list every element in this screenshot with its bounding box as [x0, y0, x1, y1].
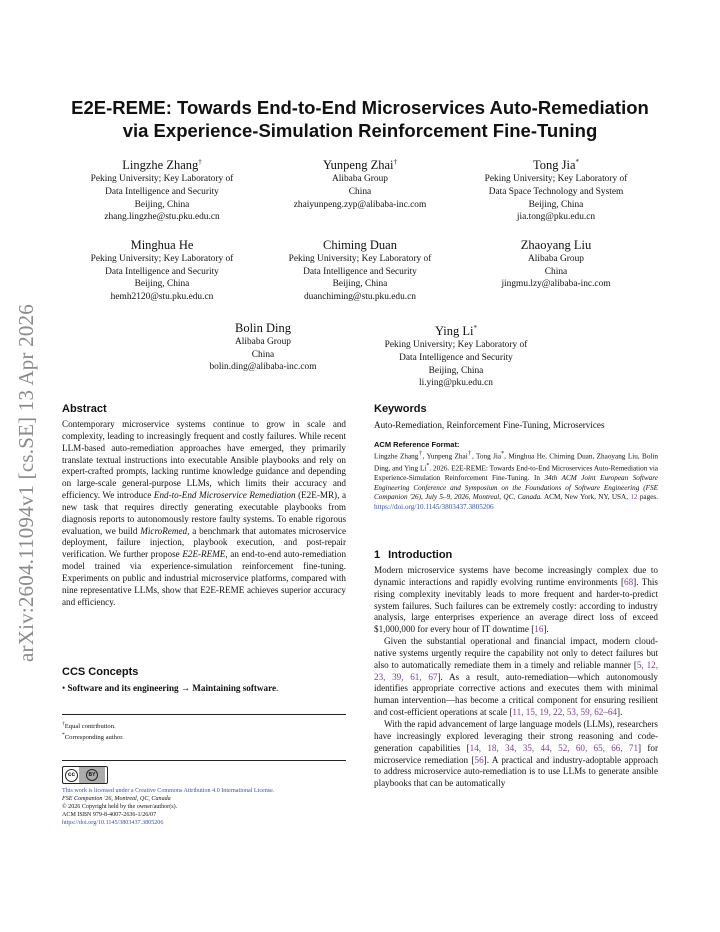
intro-paragraph-3: With the rapid advancement of large language models (LLMs), researchers have increasingly explored leveraging their strong reasoning and code-generation capabilities [14, 18, 34, 35, 44, 52, 60, 65, 66, 71] for microservice remediation [56]. A practical and industry-adoptable approach to address microservice auto-remediation is to use LLMs to generate ansible playbooks that can be automatically: [374, 718, 659, 789]
abstract-heading: Abstract: [62, 403, 107, 415]
keywords-heading: Keywords: [374, 403, 427, 415]
author-name: Minghua He: [130, 238, 194, 252]
email: jingmu.lzy@alibaba-inc.com: [501, 279, 611, 290]
location: China: [544, 266, 568, 277]
affiliation: Alibaba Group: [528, 254, 584, 264]
affiliation: Data Intelligence and Security: [399, 352, 513, 363]
ccs-concepts: • Software and its engineering → Maintaining software.: [62, 683, 279, 693]
conference-line: FSE Companion '26, Montreal, QC, Canada: [62, 796, 171, 803]
location: Beijing, China: [528, 199, 584, 210]
acm-reference: [374, 440, 658, 512]
affiliation: Alibaba Group: [332, 174, 388, 185]
author-name: Bolin Ding: [235, 321, 291, 335]
by-icon: BY: [79, 767, 105, 783]
ccs-heading: CCS Concepts: [62, 666, 139, 678]
acm-reference-heading: ACM Reference Format:: [374, 440, 460, 449]
introduction-heading: 1 Introduction: [374, 549, 453, 561]
title-line-2: via Experience-Simulation Reinforcement Fine-Tuning: [122, 120, 598, 141]
abstract-text: Contemporary microservice systems continue to grow in scale and complexity, leading to increasingly frequent and costly failures. While recent LLM-based auto-remediation approaches have emerged, they primarily translate textual instructions into executable Ansible playbooks and rely on expert-crafted prompts, lacking runtime knowledge guidance and depending on large-scale general-purpose LLMs, which limits their accuracy and efficiency. We introduce End-to-End Microservice Remediation (E2E-MR), a new task that requires directly generating executable playbooks from diagnosis reports to autonomously restore faulty systems. To enable rigorous evaluation, we build MicroRemed, a benchmark that automates microservice deployment, failure injection, playbook execution, and post-repair verification. We further propose E2E-REME, an end-to-end auto-remediation model trained via experience-simulation reinforcement fine-tuning. Experiments on public and industrial microservice platforms, compared with nine representative LLMs, show that E2E-REME achieves superior accuracy and efficiency.: [62, 419, 347, 607]
doi-link[interactable]: https://doi.org/10.1145/3803437.3805206: [62, 820, 164, 827]
author-block: [260, 154, 460, 211]
ccs-section: [62, 665, 346, 695]
author-mark: †: [198, 158, 202, 166]
location: Beijing, China: [134, 199, 190, 210]
affiliation: Data Intelligence and Security: [105, 186, 219, 197]
email: bolin.ding@alibaba-inc.com: [209, 362, 317, 373]
introduction-section: [374, 548, 658, 790]
affiliation: Peking University; Key Laboratory of: [90, 174, 234, 185]
title-line-1: E2E-REME: Towards End-to-End Microservices Auto-Remediation: [71, 97, 649, 118]
arxiv-identifier: arXiv:2604.11094v1 [cs.SE] 13 Apr 2026: [14, 304, 38, 662]
acm-doi-link[interactable]: https://doi.org/10.1145/3803437.3805206: [374, 502, 494, 511]
affiliation: Peking University; Key Laboratory of: [484, 174, 628, 185]
license-rule: [62, 760, 346, 761]
intro-paragraph-1: Modern microservice systems have become increasingly complex due to dynamic interactions and rapidly evolving runtime environments [68]. This rising complexity inevitably leads to more frequent and harder-to-predict system failures. Such failures can be extremely costly: according to industry analysis, large enterprises experience an average direct loss of exceed $1,000,000 for every hour of IT downtime [16].: [374, 565, 658, 635]
acm-reference-text: Lingzhe Zhang†, Yunpeng Zhai†, Tong Jia*, Minghua He, Chiming Duan, Zhaoyang Liu, Bolin Ding, and Ying Li*. 2026. E2E-REME: Towards End-to-End Microservices Auto-Remediation via Experience-Simulation Reinforcement Fine-Tuning. In 34th ACM Joint European Software Engineering Conference and Symposium on the Foundations of Software Engineering (FSE Companion '26), July 5–9, 2026, Montreal, QC, Canada. ACM, New York, NY, USA, 12 pages. https://doi.org/10.1145/3803437.3805206: [374, 451, 659, 511]
author-block: [356, 320, 556, 390]
affiliation: Peking University; Key Laboratory of: [90, 254, 234, 264]
email: jia.tong@pku.edu.cn: [516, 212, 596, 223]
author-block: [456, 154, 656, 224]
author-name: Chiming Duan: [323, 238, 397, 252]
license-link[interactable]: This work is licensed under a Creative Commons Attribution 4.0 International License.: [62, 788, 275, 794]
author-name: Yunpeng Zhai: [323, 158, 394, 173]
author-block: [62, 237, 262, 304]
location: China: [348, 186, 372, 197]
location: China: [251, 349, 275, 360]
citation[interactable]: 56: [474, 754, 484, 765]
author-name: Tong Jia: [532, 158, 576, 173]
author-name: Ying Li: [434, 324, 474, 339]
email: duanchiming@stu.pku.edu.cn: [303, 292, 416, 303]
affiliation: Alibaba Group: [235, 337, 291, 347]
author-block: [260, 237, 460, 304]
footnote-equal: †Equal contribution.: [62, 721, 116, 731]
affiliation: Peking University; Key Laboratory of: [384, 340, 528, 351]
location: Beijing, China: [134, 279, 190, 290]
email: zhang.lingzhe@stu.pku.edu.cn: [104, 212, 220, 223]
citation[interactable]: 68: [624, 576, 634, 587]
citation[interactable]: 14, 18, 34, 35, 44, 52, 60, 65, 66, 71: [469, 742, 639, 753]
author-name: Zhaoyang Liu: [520, 238, 592, 252]
isbn-line: ACM ISBN 979-8-4007-2636-1/26/07: [62, 812, 157, 819]
abstract-section: [62, 402, 346, 609]
author-block: [163, 320, 363, 374]
email: li.ying@pku.edu.cn: [419, 378, 493, 389]
author-block: [456, 237, 656, 291]
location: Beijing, China: [332, 279, 388, 290]
author-mark: *: [473, 324, 478, 332]
author-mark: *: [575, 158, 580, 166]
intro-paragraph-2: Given the substantial operational and financial impact, modern cloud-native systems urgently require the capability not only to detect failures but also to automatically remediate them in a timely and reliable manner [5, 12, 23, 39, 61, 67]. As a result, auto-remediation—which autonomously identifies appropriate corrective actions and executes them with minimal human intervention—has become a critical component for ensuring resilient and cost-efficient operations at scale [11, 15, 19, 22, 53, 59, 62–64].: [374, 636, 658, 718]
paper-title: [60, 96, 660, 142]
author-name: Lingzhe Zhang: [122, 158, 199, 173]
affiliation: Peking University; Key Laboratory of: [288, 254, 432, 264]
citation[interactable]: 5, 12, 23, 39, 61, 67: [374, 659, 658, 682]
footnote-rule: [62, 714, 346, 715]
location: Beijing, China: [428, 365, 484, 376]
affiliation: Data Space Technology and System: [488, 186, 624, 197]
cc-by-logo: [62, 766, 108, 784]
author-block: [62, 154, 262, 224]
email: hemh2120@stu.pku.edu.cn: [110, 292, 214, 303]
keywords-section: [374, 402, 658, 432]
affiliation: Data Intelligence and Security: [303, 266, 417, 277]
footnote-corresponding: *Corresponding author.: [62, 732, 124, 742]
license-block: [62, 766, 346, 827]
affiliation: Data Intelligence and Security: [105, 266, 219, 277]
copyright-line: © 2026 Copyright held by the owner/author(s).: [62, 804, 178, 811]
keywords-text: Auto-Remediation, Reinforcement Fine-Tuning, Microservices: [374, 420, 605, 430]
footnotes: [62, 720, 346, 743]
author-mark: †: [393, 158, 397, 166]
email: zhaiyunpeng.zyp@alibaba-inc.com: [293, 199, 427, 210]
cc-icon: cc: [65, 769, 78, 782]
citation[interactable]: 11, 15, 19, 22, 53, 59, 62–64: [512, 707, 618, 718]
citation[interactable]: 16: [534, 624, 544, 635]
